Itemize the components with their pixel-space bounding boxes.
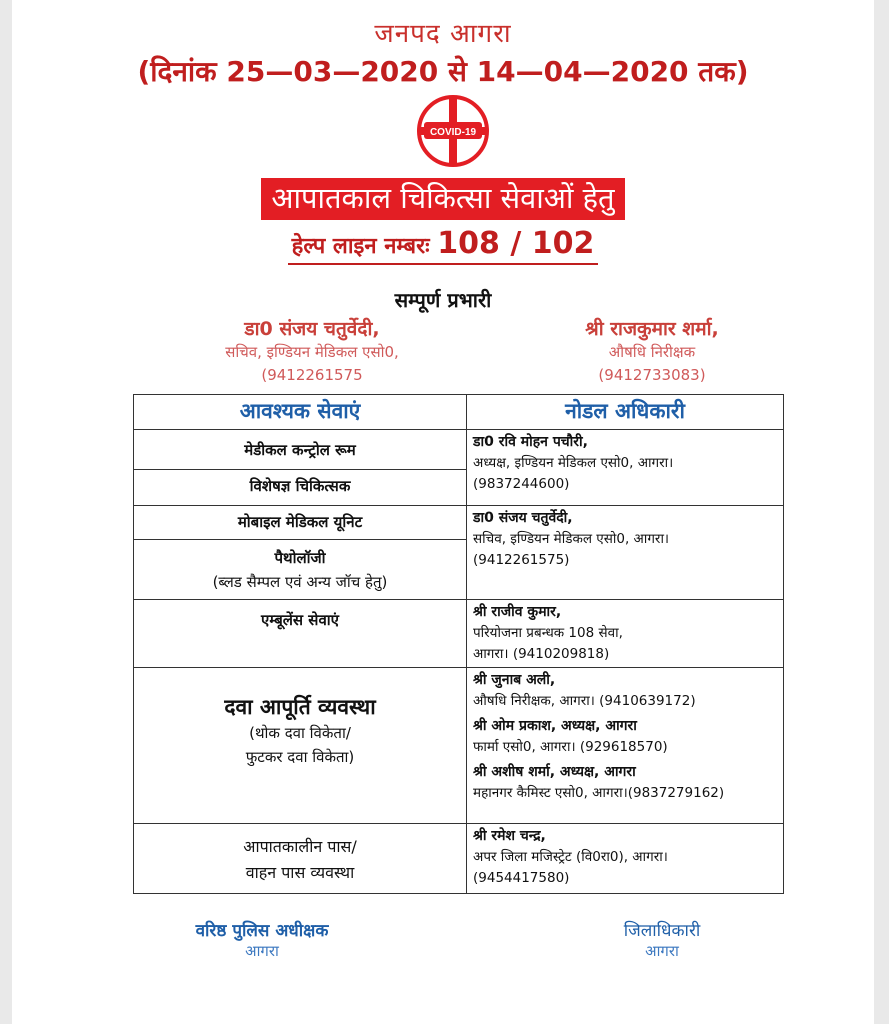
officer-cell-3 — [467, 600, 784, 668]
incharge-left-phone: (9412261575 — [261, 366, 363, 384]
medicine-label: दवा आपूर्ति व्यवस्था — [224, 695, 376, 719]
incharge-title: सम्पूर्ण प्रभारी — [394, 288, 492, 312]
covid-logo — [416, 94, 490, 168]
service-medicine-supply — [134, 668, 467, 824]
incharge-right-role: औषधि निरीक्षक — [608, 343, 696, 361]
officer-3-role: परियोजना प्रबन्धक 108 सेवा, — [473, 625, 623, 641]
date-range: (दिनांक 25—03—2020 से 14—04—2020 तक) — [137, 55, 749, 88]
emergency-banner: आपातकाल चिकित्सा सेवाओं हेतु — [261, 178, 624, 220]
incharge-right-name: श्री राजकुमार शर्मा, — [585, 318, 719, 340]
officer-1-name: डा0 रवि मोहन पचौरी, — [473, 434, 588, 450]
incharge-left-name: डा0 संजय चतुर्वेदी, — [244, 318, 380, 340]
medicine-sub-1: (थोक दवा विकेता/ — [249, 724, 351, 742]
officer-2-phone: (9412261575) — [473, 552, 570, 568]
service-mobile-unit: मोबाइल मेडिकल यूनिट — [134, 506, 467, 540]
signature-left — [142, 918, 382, 961]
officer-cell-1 — [467, 430, 784, 506]
pass-label: आपातकालीन पास/ — [243, 837, 357, 856]
service-emergency-pass — [134, 824, 467, 894]
service-medical-control-room: मेडीकल कन्ट्रोल रूम — [134, 430, 467, 470]
officer-3-name: श्री राजीव कुमार, — [473, 604, 562, 620]
header-officers: नोडल अधिकारी — [467, 395, 784, 430]
helpline-number: 108 / 102 — [437, 226, 595, 261]
officer-cell-5 — [467, 824, 784, 894]
dm-location: आगरा — [645, 942, 679, 960]
pathology-sub: (ब्लड सैम्पल एवं अन्य जॉच हेतु) — [212, 573, 388, 591]
services-table — [133, 394, 784, 894]
officer-5-role: फार्मा एसो0, आगरा। (929618570) — [473, 739, 668, 755]
header-services: आवश्यक सेवाएं — [134, 395, 467, 430]
officer-7-phone: (9454417580) — [473, 870, 570, 886]
signature-right — [572, 918, 752, 961]
incharge-right-phone: (9412733083) — [598, 366, 706, 384]
officer-3-phone: आगरा। (9410209818) — [473, 646, 610, 662]
sp-location: आगरा — [245, 942, 279, 960]
logo-text: COVID-19 — [429, 127, 477, 138]
officer-4-name: श्री जुनाब अली, — [473, 672, 556, 688]
officer-4-role: औषधि निरीक्षक, आगरा। (9410639172) — [473, 693, 696, 709]
pathology-label: पैथोलॉजी — [274, 549, 326, 567]
officer-1-phone: (9837244600) — [473, 476, 570, 492]
officer-1-role: अध्यक्ष, इण्डियन मेडिकल एसो0, आगरा। — [473, 455, 674, 471]
service-pathology — [134, 540, 467, 600]
medicine-sub-2: फुटकर दवा विकेता) — [245, 748, 355, 766]
officer-2-name: डा0 संजय चतुर्वेदी, — [473, 510, 573, 526]
officer-7-name: श्री रमेश चन्द्र, — [473, 828, 546, 844]
officer-2-role: सचिव, इण्डियन मेडिकल एसो0, आगरा। — [473, 531, 670, 547]
service-specialist: विशेषज्ञ चिकित्सक — [134, 470, 467, 506]
officer-6-name: श्री अशीष शर्मा, अध्यक्ष, आगरा — [473, 764, 636, 780]
dm-title: जिलाधिकारी — [623, 921, 701, 941]
officer-7-role: अपर जिला मजिस्ट्रेट (वि0रा0), आगरा। — [473, 849, 668, 865]
sp-title: वरिष्ठ पुलिस अधीक्षक — [195, 921, 329, 941]
district-title: जनपद आगरा — [374, 19, 512, 49]
helpline — [288, 226, 599, 265]
officer-cell-2 — [467, 506, 784, 600]
service-ambulance: एम्बूलेंस सेवाएं — [134, 600, 467, 668]
incharge-left-role: सचिव, इण्डियन मेडिकल एसो0, — [225, 343, 399, 361]
pass-sub: वाहन पास व्यवस्था — [245, 863, 355, 882]
officer-5-name: श्री ओम प्रकाश, अध्यक्ष, आगरा — [473, 718, 637, 734]
incharge-right — [502, 315, 802, 387]
officer-6-role: महानगर कैमिस्ट एसो0, आगरा।(9837279162) — [473, 785, 725, 801]
incharge-left — [162, 315, 462, 387]
helpline-label: हेल्प लाइन नम्बरः — [291, 234, 430, 259]
officer-cell-4 — [467, 668, 784, 824]
document-page — [12, 0, 874, 1024]
